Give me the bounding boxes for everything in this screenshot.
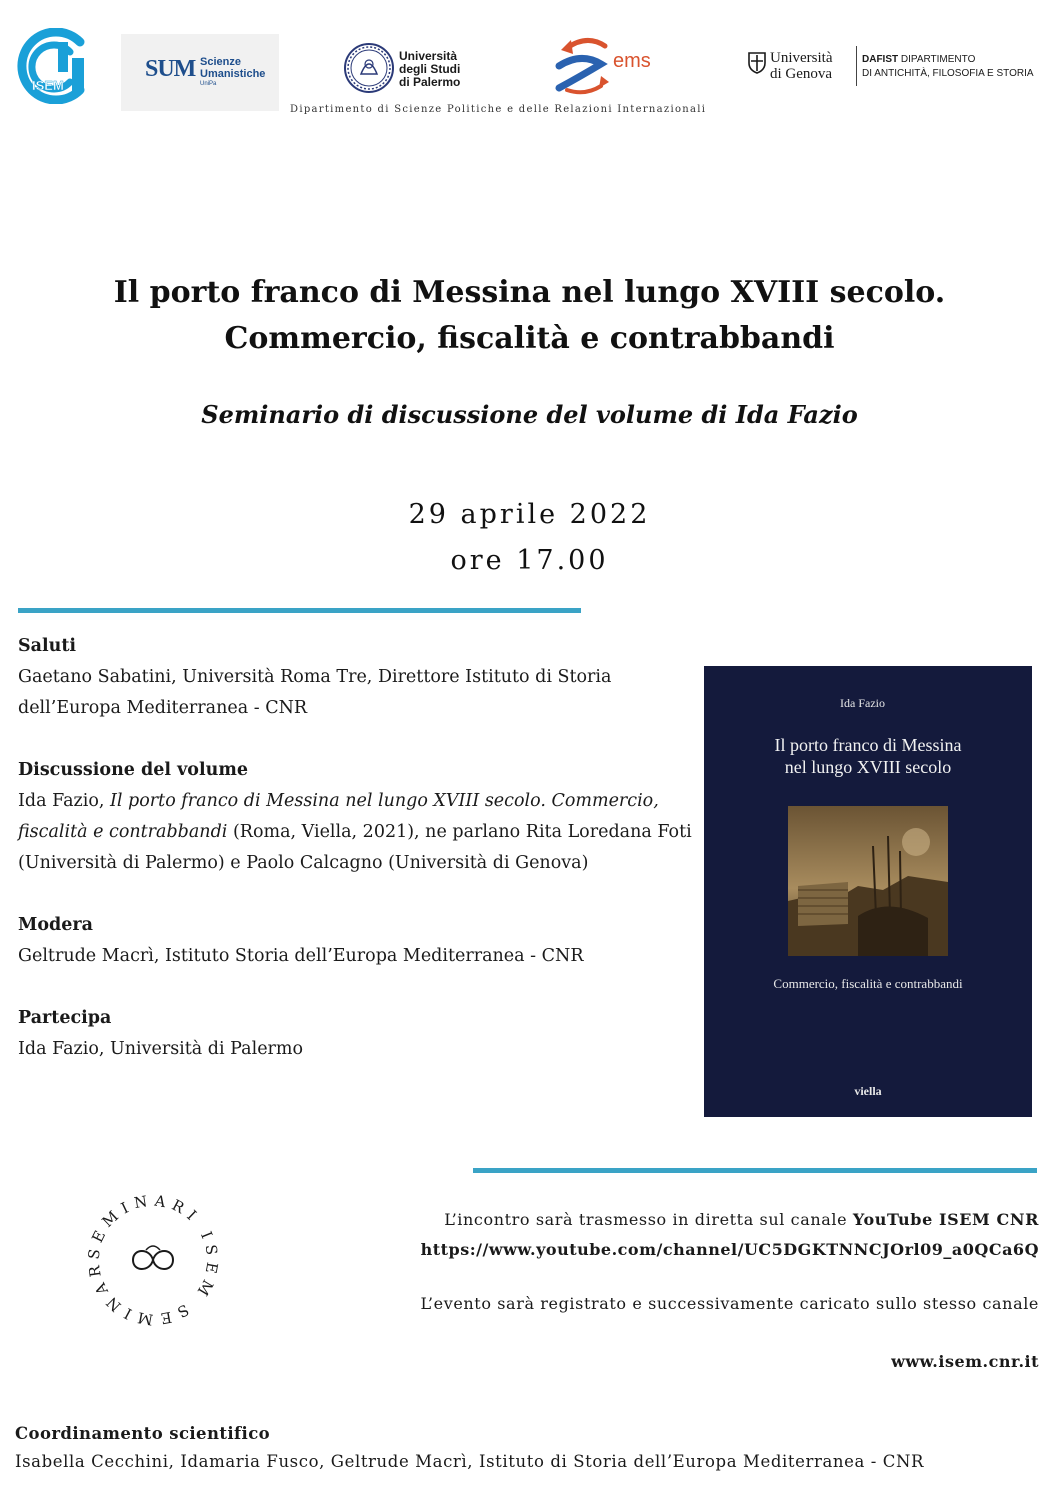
section-modera-text: Geltrude Macrì, Istituto Storia dell’Europa Mediterranea - CNR	[18, 946, 584, 966]
coordination-names: Isabella Cecchini, Idamaria Fusco, Geltrude Macrì, Istituto di Storia dell’Europa Mediterranea - CNR	[15, 1452, 925, 1471]
ems-logo-text: ems	[613, 50, 651, 72]
unipa-logo-text: Università degli Studi di Palermo	[399, 49, 461, 89]
website-link[interactable]: www.isem.cnr.it	[891, 1352, 1039, 1371]
event-subtitle: Seminario di discussione del volume di Ida Fazio	[201, 400, 858, 429]
divider-top	[18, 608, 581, 613]
book-title: Il porto franco di Messina nel lungo XVIII secolo. Commercio, fiscalità e contrabbandi	[18, 791, 659, 842]
section-saluti-text: Gaetano Sabatini, Università Roma Tre, Direttore Istituto di Storia dell’Europa Mediterranea - CNR	[18, 667, 612, 718]
section-saluti-heading: Saluti	[18, 636, 77, 656]
section-partecipa-heading: Partecipa	[18, 1008, 112, 1028]
sum-logo-subtext: UniPa	[200, 81, 217, 87]
recording-note: L’evento sarà registrato e successivamente caricato sullo stesso canale	[420, 1294, 1039, 1313]
section-modera	[18, 910, 693, 972]
ems-logo	[553, 30, 671, 98]
cover-painting	[788, 806, 948, 956]
section-discussione	[18, 755, 693, 879]
section-saluti	[18, 631, 693, 724]
section-partecipa	[18, 1003, 693, 1065]
sum-logo-text: Scienze Umanistiche	[200, 56, 266, 80]
svg-text:SEMINARI ISEM SEMINARI ISEM	[78, 1190, 221, 1329]
unige-shield-icon	[748, 52, 766, 74]
program	[18, 631, 693, 1096]
event-title-line-1: Il porto franco di Messina nel lungo XVIII secolo.	[113, 275, 946, 310]
seminari-isem-logo	[78, 1190, 228, 1330]
cover-publisher: viella	[854, 1084, 882, 1098]
cover-author: Ida Fazio	[840, 696, 885, 710]
section-modera-heading: Modera	[18, 915, 93, 935]
section-discussione-heading: Discussione del volume	[18, 760, 249, 780]
event-date: 29 aprile 2022	[408, 499, 651, 530]
event-title-line-2: Commercio, fiscalità e contrabbandi	[224, 321, 835, 356]
youtube-channel-link[interactable]: https://www.youtube.com/channel/UC5DGKTNNCJOrl09_a0QCa6Q	[420, 1240, 1039, 1259]
divider-bottom	[473, 1168, 1037, 1173]
unige-logo	[748, 44, 1048, 88]
isem-logo-mark-icon	[10, 28, 90, 104]
sum-logo	[121, 34, 279, 111]
dafist-text: DAFIST DIPARTIMENTO DI ANTICHITÀ, FILOSOFIA E STORIA	[862, 54, 1034, 79]
seminari-ring-text: SEMINARI ISEM SEMINAR	[84, 1191, 222, 1329]
book-cover	[704, 666, 1032, 1117]
youtube-channel-name: YouTube ISEM CNR	[852, 1210, 1039, 1229]
stream-info: L’incontro sarà trasmesso in diretta sul canale YouTube ISEM CNR	[444, 1210, 1039, 1229]
unipa-seal-icon	[343, 42, 395, 94]
sum-logo-mark: SUM	[145, 56, 196, 82]
event-title	[0, 270, 1059, 362]
department-line: Dipartimento di Scienze Politiche e delle Relazioni Internazionali	[290, 104, 707, 115]
cover-subtitle: Commercio, fiscalità e contrabbandi	[773, 976, 963, 991]
unipa-logo	[343, 42, 503, 96]
unige-divider	[856, 46, 857, 86]
ems-arrows-icon	[553, 30, 613, 98]
unige-logo-text: Università di Genova	[770, 50, 833, 82]
event-time: ore 17.00	[450, 545, 609, 576]
cover-title: Il porto franco di Messina nel lungo XVIII secolo	[774, 735, 962, 777]
coordination-heading: Coordinamento scientifico	[15, 1424, 271, 1443]
event-datetime	[0, 492, 1059, 584]
isem-logo-text: ISEM	[32, 78, 64, 93]
section-discussione-text: Ida Fazio, Il porto franco di Messina nel lungo XVIII secolo. Commercio, fiscalità e contrabbandi (Roma, Viella, 2021), ne parlano Rita Loredana Foti (Università di Palermo) e Paolo Calcagno (Università di Genova)	[18, 791, 692, 873]
isem-logo	[10, 28, 90, 104]
section-partecipa-text: Ida Fazio, Università di Palermo	[18, 1039, 304, 1059]
seminari-ring-icon	[78, 1190, 228, 1330]
